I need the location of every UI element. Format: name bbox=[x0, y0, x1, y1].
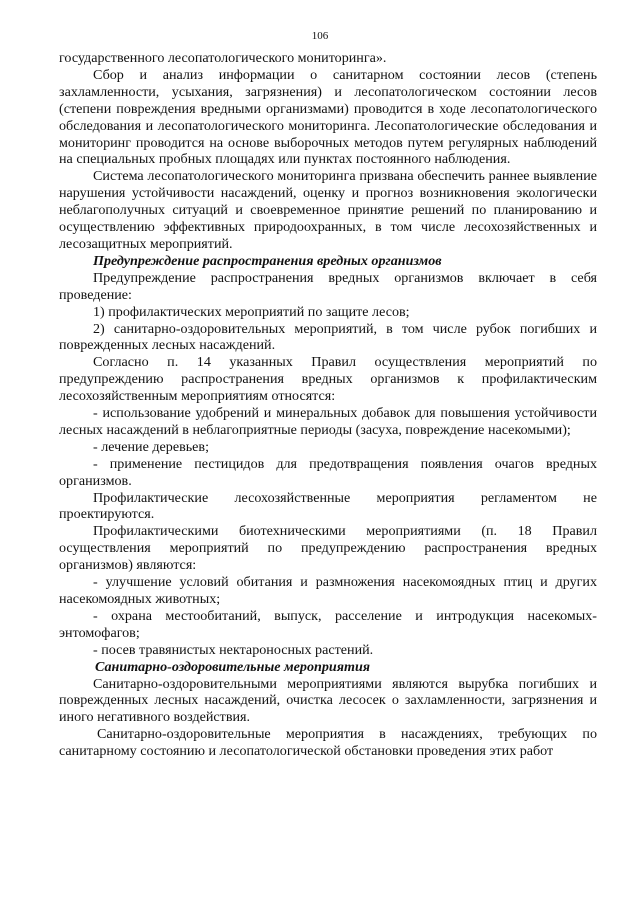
document-body bbox=[59, 50, 597, 760]
paragraph: Предупреждение распространения вредных организмов включает в себя проведение: bbox=[59, 269, 597, 303]
list-item: - использование удобрений и минеральных добавок для повышения устойчивости лесных насаждений в неблагоприятные периоды (засуха, повреждение насекомыми); bbox=[59, 405, 597, 438]
list-item: - улучшение условий обитания и размножения насекомоядных птиц и других насекомоядных животных; bbox=[59, 574, 597, 607]
paragraph: Профилактическими биотехническими мероприятиями (п. 18 Правил осуществления мероприятий по предупреждению распространения вредных организмов) являются: bbox=[59, 523, 597, 574]
list-item: - посев травянистых нектароносных растений. bbox=[93, 641, 374, 658]
list-item: - охрана местообитаний, выпуск, расселение и интродукция насекомых-энтомофагов; bbox=[59, 607, 597, 641]
list-item: - применение пестицидов для предотвращения появления очагов вредных организмов. bbox=[59, 455, 597, 489]
section-heading: Санитарно-оздоровительные мероприятия bbox=[95, 658, 371, 675]
paragraph: Сбор и анализ информации о санитарном состоянии лесов (степень захламленности, усыхания, загрязнения) и лесопатологическом состоянии лесов (степени повреждения вредными организмами) проводится в ходе лесопатологического обследования и лесопатологического мониторинга. Лесопатологические обследования и мониторинг проводится на основе выборочных методов путем регулярных наблюдений на специальных пробных площадях или пунктах постоянного наблюдения. bbox=[59, 66, 597, 168]
paragraph: Согласно п. 14 указанных Правил осуществления мероприятий по предупреждению распространения вредных организмов к профилактическим лесохозяйственным мероприятиям относятся: bbox=[59, 354, 597, 405]
paragraph: Профилактические лесохозяйственные мероприятия регламентом не проектируются. bbox=[59, 489, 597, 523]
paragraph: Система лесопатологического мониторинга призвана обеспечить раннее выявление нарушения устойчивости насаждений, оценку и прогноз возникновения экологически неблагополучных ситуаций и своевременное принятие решений по планированию и осуществлению эффективных природоохранных, в том числе лесохозяйственных и лесозащитных мероприятий. bbox=[59, 168, 597, 252]
list-item: 2) санитарно-оздоровительных мероприятий, в том числе рубок погибших и поврежденных лесных насаждений. bbox=[59, 320, 597, 354]
paragraph: Санитарно-оздоровительные мероприятия в насаждениях, требующих по санитарному состоянию и лесопатологической обстановки проведения этих работ bbox=[59, 726, 597, 760]
page-number: 106 bbox=[311, 30, 329, 42]
paragraph: государственного лесопатологического мониторинга». bbox=[59, 50, 387, 66]
paragraph: Санитарно-оздоровительными мероприятиями являются вырубка погибших и поврежденных лесных насаждений, очистка лесосек о захламленности, загрязнения и иного негативного воздействия. bbox=[59, 675, 597, 726]
list-item: - лечение деревьев; bbox=[93, 438, 209, 455]
list-item: 1) профилактических мероприятий по защите лесов; bbox=[93, 303, 410, 320]
section-heading: Предупреждение распространения вредных организмов bbox=[93, 252, 442, 269]
